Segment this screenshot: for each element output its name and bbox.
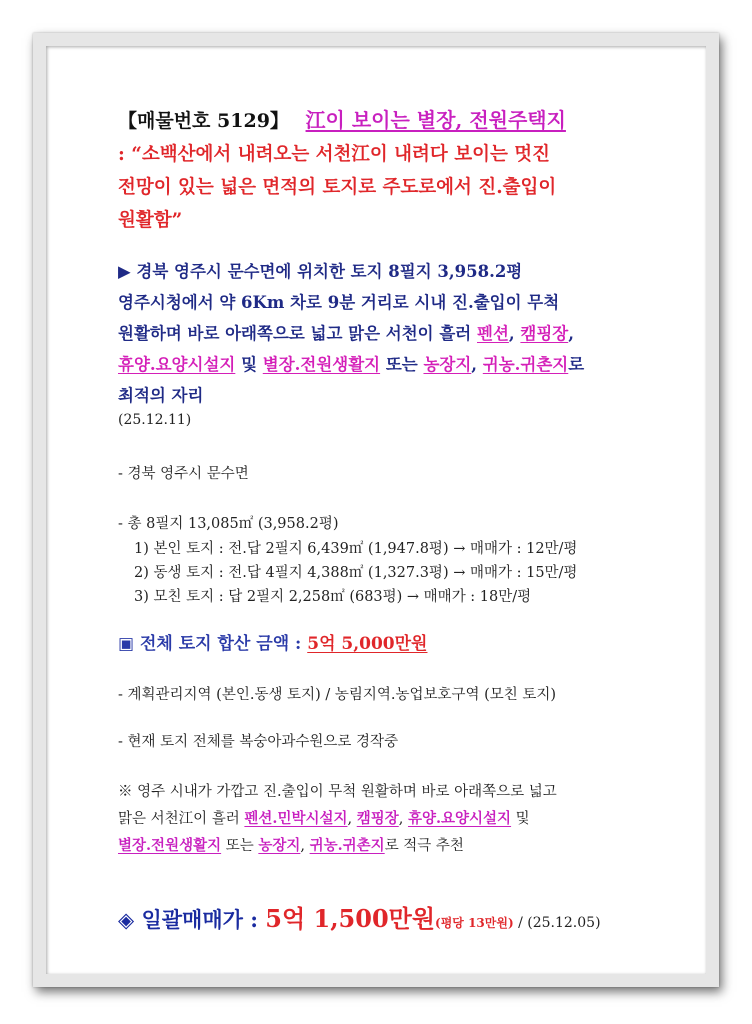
intro-text: 및 (235, 355, 263, 374)
total-price-value: 5억 5,000만원 (307, 634, 428, 654)
parcel-item: 1) 본인 토지 : 전.답 2필지 6,439㎡ (1,947.8평) → 매매가 : 12만/평 (134, 541, 578, 557)
separator: , (347, 811, 357, 827)
intro-date: (25.12.11) (118, 412, 192, 428)
separator: , (398, 811, 408, 827)
keyword-pension: 펜션 (477, 324, 509, 343)
parcel-total: - 총 8필지 13,085㎡ (3,958.2평) (118, 516, 339, 532)
intro-line-5: 최적의 자리 (118, 386, 204, 405)
keyword-farm: 농장지 (258, 837, 301, 854)
final-price-unit: (평당 13만원) (435, 916, 514, 930)
keyword-pension-lodging: 펜션.민박시설지 (244, 810, 348, 827)
intro-line-3 (118, 320, 574, 344)
final-price-label: ◈ 일괄매매가 : (118, 907, 266, 932)
keyword-rural-return: 귀농.귀촌지 (309, 837, 385, 854)
intro-line-1: ▶ 경북 영주시 문수면에 위치한 토지 8필지 3,958.2평 (118, 262, 523, 281)
summary-line-2: 전망이 있는 넓은 면적의 토지로 주도로에서 진.출입이 (118, 177, 557, 198)
listing-title (118, 104, 566, 133)
keyword-farm: 농장지 (423, 355, 472, 374)
total-price-line (118, 629, 427, 654)
recommend-line-2 (118, 807, 530, 828)
recommend-line-3 (118, 834, 464, 855)
keyword-rural-return: 귀농.귀촌지 (482, 355, 569, 374)
recommend-text: 또는 (221, 838, 259, 854)
current-use-line: - 현재 토지 전체를 복숭아과수원으로 경작중 (118, 734, 399, 750)
keyword-camping: 캠핑장 (520, 324, 569, 343)
intro-text: 또는 (380, 355, 424, 374)
zoning-line: - 계획관리지역 (본인.동생 토지) / 농림지역.농업보호구역 (모친 토지) (118, 687, 557, 703)
keyword-villa: 별장.전원생활지 (262, 355, 381, 374)
listing-headline: 江이 보이는 별장, 전원주택지 (305, 108, 566, 132)
intro-line-2: 영주시청에서 약 6Km 차로 9분 거리로 시내 진.출입이 무척 (118, 293, 560, 312)
keyword-resort: 휴양.요양시설지 (118, 355, 236, 374)
separator: , (568, 324, 574, 343)
location-line: - 경북 영주시 문수면 (118, 466, 249, 482)
recommend-text: 로 적극 추천 (384, 838, 464, 854)
separator: , (508, 324, 521, 343)
recommend-text: 맑은 서천江이 흘러 (118, 811, 245, 827)
recommend-line-1: ※ 영주 시내가 가깝고 진.출입이 무척 원활하며 바로 아래쪽으로 넓고 (118, 784, 557, 800)
recommend-text: 및 (511, 811, 530, 827)
total-price-label: ▣ 전체 토지 합산 금액 : (118, 634, 308, 654)
summary-line-1: : “소백산에서 내려오는 서천江이 내려다 보이는 멋진 (118, 144, 551, 165)
intro-line-3-text: 원활하며 바로 아래쪽으로 넓고 맑은 서천이 흘러 (118, 324, 477, 343)
summary-line-3: 원활함” (118, 210, 183, 231)
final-price-value: 5억 1,500만원 (265, 904, 436, 933)
listing-number: 【매물번호 5129】 (118, 110, 289, 132)
recommend-text: , (300, 838, 310, 854)
document-frame (33, 33, 719, 987)
final-price-line (118, 899, 601, 934)
final-price-date: / (25.12.05) (513, 915, 601, 931)
keyword-villa: 별장.전원생활지 (118, 837, 222, 854)
intro-line-4 (118, 351, 584, 375)
listing-body (46, 46, 706, 974)
intro-text: 로 (568, 355, 585, 374)
parcel-item: 2) 동생 토지 : 전.답 4필지 4,388㎡ (1,327.3평) → 매매가 : 15만/평 (134, 565, 578, 581)
keyword-resort: 휴양.요양시설지 (407, 810, 512, 827)
parcel-item: 3) 모친 토지 : 답 2필지 2,258㎡ (683평) → 매매가 : 18만/평 (134, 589, 532, 605)
intro-text: , (471, 355, 483, 374)
keyword-camping: 캠핑장 (356, 810, 399, 827)
